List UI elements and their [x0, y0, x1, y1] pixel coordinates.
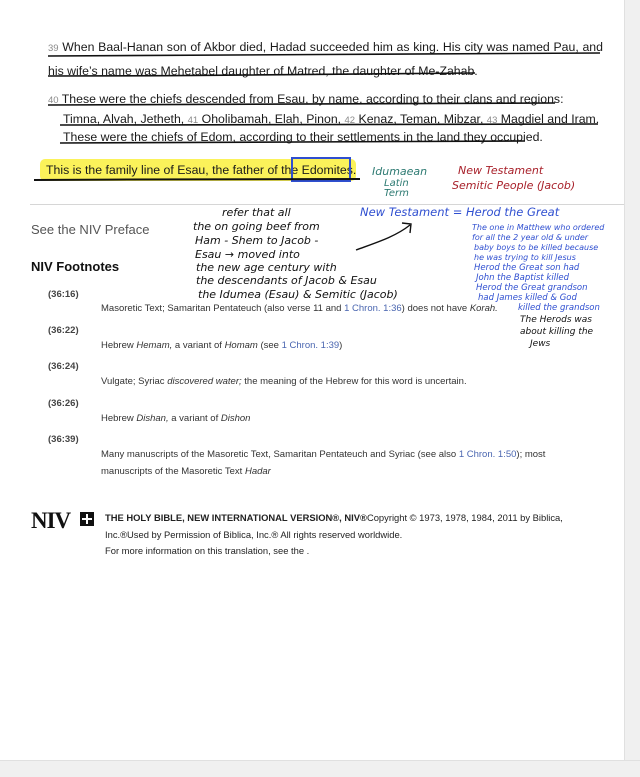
verse-number: 41 [187, 115, 199, 126]
footnote-ref: (36:16) [48, 289, 79, 300]
footnote-segment: ); most manuscripts of the Masoretic Text [101, 449, 546, 477]
niv-preface-link[interactable]: See the NIV Preface [31, 222, 150, 237]
window-right-edge [624, 0, 640, 776]
footnote-text [101, 300, 581, 317]
edomites-box-annotation [291, 157, 351, 182]
copyright-notice [105, 510, 605, 560]
note-blue: Herod the Great grandson [476, 283, 588, 293]
footnote-segment: the meaning of the Hebrew for this word is uncertain. [241, 376, 467, 387]
footnote-text [101, 337, 581, 354]
chief-names: Magdiel and Iram. [500, 112, 600, 126]
note-black: the descendants of Jacob & Esau [196, 274, 377, 287]
footnote-italic: Homam [224, 340, 258, 351]
footnote-segment: Masoretic Text; Samaritan Pentateuch (also verse 11 and [101, 303, 345, 314]
note-black: the new age century with [196, 261, 337, 274]
footnote-segment: Many manuscripts of the Masoretic Text, Samaritan Pentateuch and Syriac (see also [101, 449, 459, 460]
verse-text: When Baal-Hanan son of Akbor died, Hadad succeeded him as king. His city was named Pau, and his wife’s name was Mehetabel daughter of Matred, the daughter of Me-Zahab. [48, 40, 603, 78]
copyright-text: Copyright © 1973, 1978, 1984, 2011 by Biblica, Inc.®Used by Permission of Biblica, Inc.® All rights reserved worldwide. [105, 512, 563, 540]
verse-number: 43 [486, 115, 498, 126]
footnote-segment: a variant of [172, 340, 225, 351]
footnotes-heading: NIV Footnotes [31, 259, 120, 274]
copyright-more-info: For more information on this translation, see the . [105, 545, 310, 556]
note-black-right: The Herods was [520, 315, 592, 325]
footnote-ref: (36:24) [48, 361, 79, 372]
edomites-word: Edomites. [301, 163, 357, 177]
copyright-title: THE HOLY BIBLE, NEW INTERNATIONAL VERSION®, NIV® [105, 512, 367, 523]
note-blue: for all the 2 year old & under [472, 233, 589, 242]
footnote-text [101, 410, 581, 427]
footnote-italic: Dishon [220, 413, 251, 424]
footnote-ref: (36:26) [48, 398, 79, 409]
note-blue: killed the grandson [518, 303, 600, 313]
verse-text: This is the family line of Esau, the father of the [46, 163, 302, 177]
note-blue: had James killed & God [478, 293, 577, 303]
footnote-italic: Hadar [244, 466, 271, 477]
note-black: Ham - Shem to Jacob - [195, 234, 319, 247]
ink-arrow [356, 223, 411, 250]
chief-names: Timna, Alvah, Jetheth, [63, 112, 185, 126]
footnote-segment: (see [257, 340, 282, 351]
note-blue-title: New Testament = Herod the Great [360, 205, 560, 219]
footnote-text [101, 446, 581, 480]
footnote-text [101, 373, 581, 390]
note-blue: he was trying to kill Jesus [474, 253, 576, 262]
note-black-right: Jews [530, 339, 551, 349]
chief-names: Kenaz, Teman, Mibzar, [358, 112, 484, 126]
footnote-segment: a variant of [168, 413, 221, 424]
note-blue: baby boys to be killed because [474, 243, 599, 252]
section-divider [30, 204, 624, 205]
note-green: Term [384, 188, 409, 199]
cross-reference-link[interactable]: 1 Chron. 1:50 [458, 449, 517, 460]
verse-number: 42 [344, 115, 356, 126]
footnote-italic: Hemam, [136, 340, 173, 351]
footnote-italic: Dishan, [136, 413, 169, 424]
note-red: New Testament [458, 164, 544, 177]
note-blue: The one in Matthew who ordered [472, 223, 605, 232]
footnote-segment: Hebrew [101, 340, 137, 351]
note-blue: John the Baptist killed [476, 273, 570, 283]
verse-43-text [63, 126, 603, 148]
footnote-italic: discovered water; [167, 376, 242, 387]
cross-reference-link[interactable]: 1 Chron. 1:36 [344, 303, 402, 314]
note-green: Latin [384, 178, 409, 189]
niv-logo: NIV [31, 508, 71, 533]
note-black: the on going beef from [193, 220, 320, 233]
footnote-segment: Vulgate; Syriac [101, 376, 168, 387]
verse-39 [48, 36, 603, 82]
footnote-segment: ) [339, 340, 343, 351]
note-black: Esau → moved into [195, 248, 300, 261]
verse-text: These were the chiefs descended from Esau, by name, according to their clans and regions: [61, 92, 564, 106]
verse-number: 39 [48, 43, 59, 54]
cross-reference-link[interactable]: 1 Chron. 1:39 [281, 340, 340, 351]
note-black: the Idumea (Esau) & Semitic (Jacob) [198, 288, 398, 301]
footnote-segment: ) does not have [401, 303, 470, 314]
window-bottom-edge [0, 760, 640, 777]
niv-logo-cross-icon [80, 512, 94, 526]
verse-number: 40 [48, 95, 59, 106]
footnote-ref: (36:39) [48, 434, 79, 445]
note-black: refer that all [222, 206, 291, 219]
note-red: Semitic People (Jacob) [452, 179, 576, 192]
verse-text: These were the chiefs of Edom, according to their settlements in the land they occupied. [63, 130, 543, 144]
footnote-italic: Korah. [469, 303, 498, 314]
footnote-segment: Hebrew [101, 413, 137, 424]
note-green: Idumaean [372, 165, 428, 178]
chief-names: Oholibamah, Elah, Pinon, [201, 112, 342, 126]
footnote-ref: (36:22) [48, 325, 79, 336]
note-blue: Herod the Great son had [474, 263, 580, 273]
note-black-right: about killing the [520, 327, 594, 337]
